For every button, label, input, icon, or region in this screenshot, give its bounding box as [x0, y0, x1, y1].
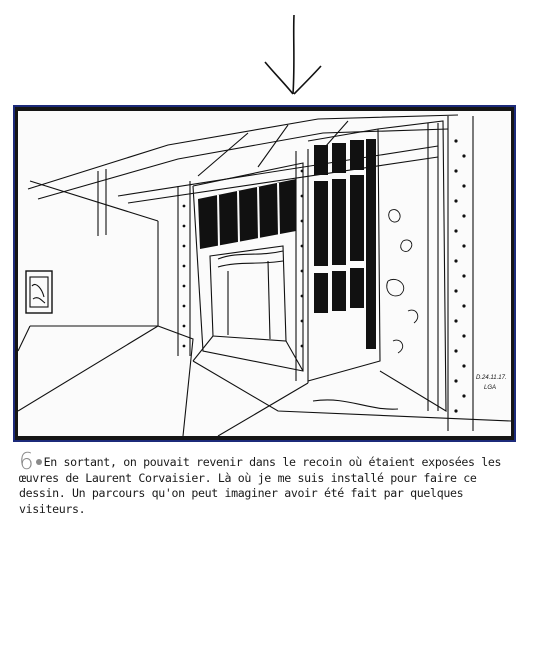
- sketch-frame: [13, 105, 516, 442]
- caption: [19, 449, 524, 517]
- bullet-dot-icon: [36, 459, 42, 465]
- sketch-initials: LGA: [484, 385, 497, 391]
- down-arrow-icon: [258, 12, 328, 102]
- sketch-date: D.24.11.17.: [476, 375, 507, 381]
- caption-number: 6: [19, 449, 34, 475]
- caption-text: En sortant, on pouvait revenir dans le recoin où étaient exposées les œuvres de Laurent Corvaisier. Là où je me suis installé pour faire ce dessin. Un parcours qu'on peut imaginer avoir été fait par quelques visiteurs.: [19, 455, 502, 516]
- warehouse-sketch: [18, 111, 511, 436]
